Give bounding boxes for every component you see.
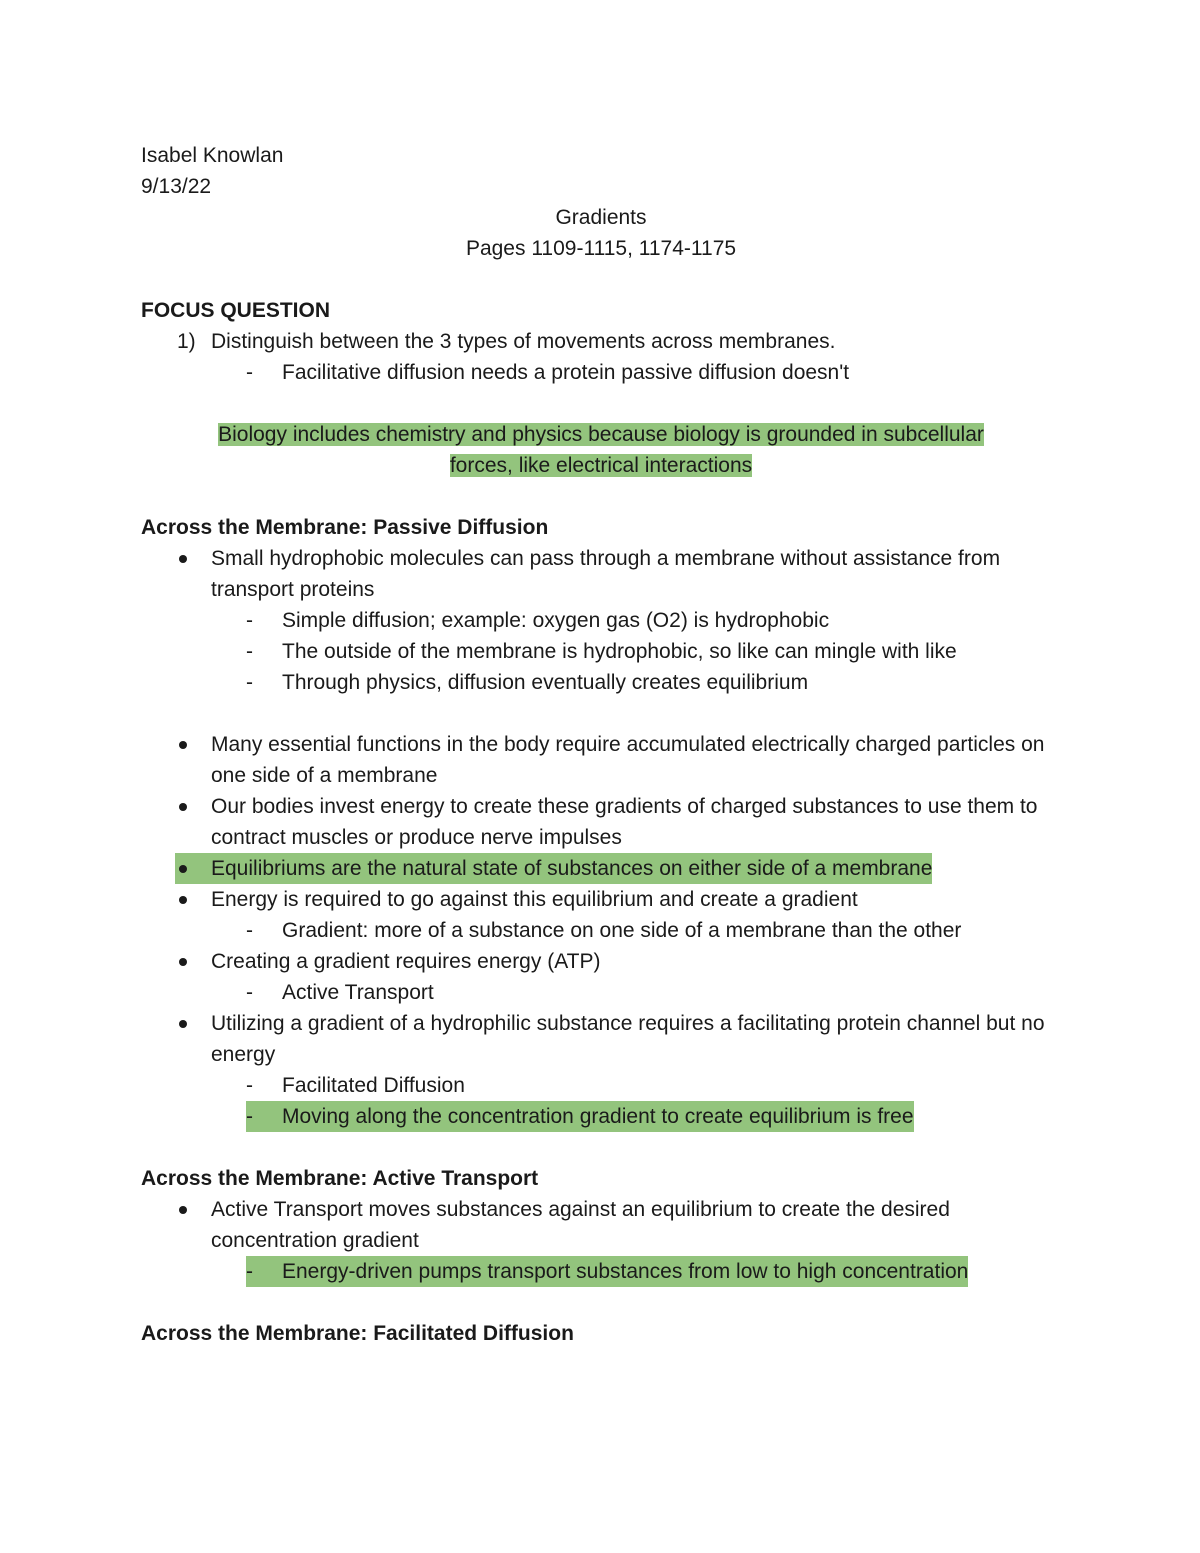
highlight-band (175, 853, 932, 884)
author-name: Isabel Knowlan (141, 144, 284, 167)
sub-list-item (141, 605, 1061, 636)
dash-marker: - (246, 640, 253, 663)
dash-marker: - (246, 361, 253, 384)
question-number: 1) (177, 330, 196, 353)
spacer (141, 1287, 1061, 1318)
sub-item-text: The outside of the membrane is hydrophobic, so like can mingle with like (282, 640, 957, 663)
callout-line-1: Biology includes chemistry and physics because biology is grounded in subcellular (218, 423, 984, 446)
highlighted-callout (141, 419, 1061, 481)
bullet-icon (179, 865, 187, 873)
sub-list-item-highlighted (141, 1101, 1061, 1132)
spacer (141, 264, 1061, 295)
bullet-icon (179, 958, 187, 966)
bullet-icon (179, 741, 187, 749)
sub-list-item (141, 636, 1061, 667)
section-heading-passive: Across the Membrane: Passive Diffusion (141, 516, 549, 539)
list-item-text: Equilibriums are the natural state of substances on either side of a membrane (211, 857, 933, 880)
answer-text: Facilitative diffusion needs a protein passive diffusion doesn't (282, 361, 850, 384)
dash-marker: - (246, 671, 253, 694)
list-item-text: Many essential functions in the body require accumulated electrically charged particles on one side of a membrane (211, 733, 1045, 787)
document-page (141, 140, 1061, 1349)
dash-marker: - (246, 919, 253, 942)
bullet-icon (179, 555, 187, 563)
dash-marker: - (246, 609, 253, 632)
bullet-icon (179, 896, 187, 904)
dash-marker: - (246, 1105, 253, 1128)
list-item-highlighted (141, 853, 1061, 884)
list-item-text: Small hydrophobic molecules can pass through a membrane without assistance from transport proteins (211, 547, 1001, 601)
spacer (141, 388, 1061, 419)
focus-heading: FOCUS QUESTION (141, 299, 331, 322)
list-item-text: Our bodies invest energy to create these gradients of charged substances to use them to contract muscles or produce nerve impulses (211, 795, 1038, 849)
spacer (141, 481, 1061, 512)
focus-question (141, 326, 1061, 357)
list-item (141, 1194, 1061, 1256)
sub-list-item (141, 667, 1061, 698)
sub-item-text: Moving along the concentration gradient to create equilibrium is free (282, 1105, 914, 1128)
spacer (141, 1132, 1061, 1163)
sub-item-text: Simple diffusion; example: oxygen gas (O2) is hydrophobic (282, 609, 830, 632)
list-item-text: Active Transport moves substances against an equilibrium to create the desired concentration gradient (211, 1198, 950, 1252)
list-item (141, 1008, 1061, 1070)
sub-item-text: Facilitated Diffusion (282, 1074, 465, 1097)
section-heading-facilitated: Across the Membrane: Facilitated Diffusion (141, 1322, 574, 1345)
spacer (141, 698, 1061, 729)
dash-marker: - (246, 1074, 253, 1097)
section-heading-active: Across the Membrane: Active Transport (141, 1167, 539, 1190)
focus-answer (141, 357, 1061, 388)
list-item-text: Utilizing a gradient of a hydrophilic substance requires a facilitating protein channel but no energy (211, 1012, 1045, 1066)
sub-list-item (141, 915, 1061, 946)
sub-list-item (141, 977, 1061, 1008)
list-item (141, 543, 1061, 605)
document-title: Gradients (555, 206, 647, 229)
question-text: Distinguish between the 3 types of movements across membranes. (211, 330, 836, 353)
sub-item-text: Through physics, diffusion eventually creates equilibrium (282, 671, 809, 694)
bullet-icon (179, 1020, 187, 1028)
page-references: Pages 1109-1115, 1174-1175 (465, 237, 737, 260)
sub-list-item (141, 1070, 1061, 1101)
list-item (141, 946, 1061, 977)
bullet-icon (179, 1206, 187, 1214)
note-date: 9/13/22 (141, 175, 212, 198)
list-item-text: Energy is required to go against this equilibrium and create a gradient (211, 888, 858, 911)
dash-marker: - (246, 1260, 253, 1283)
sub-item-text: Energy-driven pumps transport substances from low to high concentration (282, 1260, 969, 1283)
sub-item-text: Gradient: more of a substance on one side of a membrane than the other (282, 919, 962, 942)
sub-list-item-highlighted (141, 1256, 1061, 1287)
list-item (141, 884, 1061, 915)
callout-line-2: forces, like electrical interactions (449, 454, 753, 477)
highlight-band (246, 1101, 914, 1132)
list-item (141, 791, 1061, 853)
list-item-text: Creating a gradient requires energy (ATP) (211, 950, 601, 973)
dash-marker: - (246, 981, 253, 1004)
sub-item-text: Active Transport (282, 981, 434, 1004)
highlight-band (246, 1256, 968, 1287)
bullet-icon (179, 803, 187, 811)
list-item (141, 729, 1061, 791)
